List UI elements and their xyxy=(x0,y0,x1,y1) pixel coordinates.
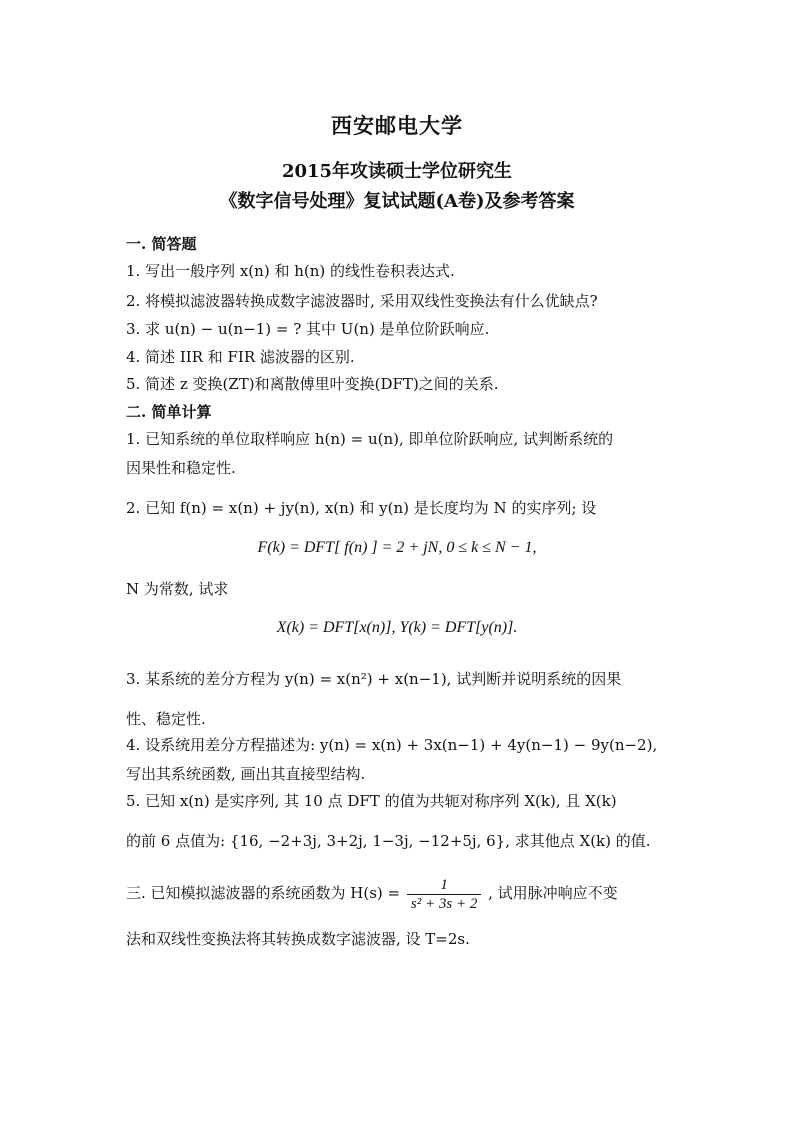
section-3-line-2: 法和双线性变换法将其转换成数字滤波器, 设 T=2s. xyxy=(126,930,470,948)
s2-q5-line-1: 5. 已知 x(n) 是实序列, 其 10 点 DFT 的值为共轭对称序列 X(k), 且 X(k) xyxy=(126,792,617,810)
s1-question-4: 4. 简述 IIR 和 FIR 滤波器的区别. xyxy=(126,348,355,366)
s3-line-1-suffix: , 试用脉冲响应不变 xyxy=(488,884,618,902)
s2-q2-formula-1: F(k) = DFT[ f(n) ] = 2 + jN, 0 ≤ k ≤ N − 1, xyxy=(257,539,537,556)
s2-q1-line-1: 1. 已知系统的单位取样响应 h(n) = u(n), 即单位阶跃响应, 试判断系统的 xyxy=(126,430,614,448)
s2-q4-line-1: 4. 设系统用差分方程描述为: y(n) = x(n) + 3x(n−1) + 4y(n−1) − 9y(n−2), xyxy=(126,736,658,754)
section-2-heading: 二. 简单计算 xyxy=(126,403,212,421)
s1-question-5: 5. 简述 z 变换(ZT)和离散傅里叶变换(DFT)之间的关系. xyxy=(126,375,499,393)
s3-line-1-prefix: 三. 已知模拟滤波器的系统函数为 H(s) = xyxy=(126,884,401,902)
s1-question-3: 3. 求 u(n) − u(n−1) = ? 其中 U(n) 是单位阶跃响应. xyxy=(126,320,490,338)
fraction-denominator: s² + 3s + 2 xyxy=(410,895,478,912)
s2-q2-line-2: N 为常数, 试求 xyxy=(126,580,229,598)
university-name: 西安邮电大学 xyxy=(331,113,463,138)
s2-q4-line-2: 写出其系统函数, 画出其直接型结构. xyxy=(126,765,366,783)
s1-question-1: 1. 写出一般序列 x(n) 和 h(n) 的线性卷积表达式. xyxy=(126,262,455,280)
s2-q2-line-1: 2. 已知 f(n) = x(n) + jy(n), x(n) 和 y(n) 是长度均为 N 的实序列; 设 xyxy=(126,499,597,517)
s2-q3-line-1: 3. 某系统的差分方程为 y(n) = x(n²) + x(n−1), 试判断并说明系统的因果 xyxy=(126,670,622,688)
transfer-function-fraction xyxy=(407,876,481,913)
fraction-numerator: 1 xyxy=(407,876,481,895)
exam-subtitle: 2015年攻读硕士学位研究生 xyxy=(281,161,513,182)
section-1-heading: 一. 简答题 xyxy=(126,235,197,253)
s2-q5-line-2: 的前 6 点值为: {16, −2+3j, 3+2j, 1−3j, −12+5j, 6}, 求其他点 X(k) 的值. xyxy=(126,832,651,850)
exam-title: 《数字信号处理》复试试题(A卷)及参考答案 xyxy=(219,191,575,212)
section-3-line-1 xyxy=(126,872,686,916)
s2-q1-line-2: 因果性和稳定性. xyxy=(126,459,236,477)
s1-question-2: 2. 将模拟滤波器转换成数字滤波器时, 采用双线性变换法有什么优缺点? xyxy=(126,292,598,310)
s2-q2-formula-2: X(k) = DFT[x(n)], Y(k) = DFT[y(n)]. xyxy=(276,619,518,636)
s2-q3-line-2: 性、稳定性. xyxy=(126,710,206,728)
